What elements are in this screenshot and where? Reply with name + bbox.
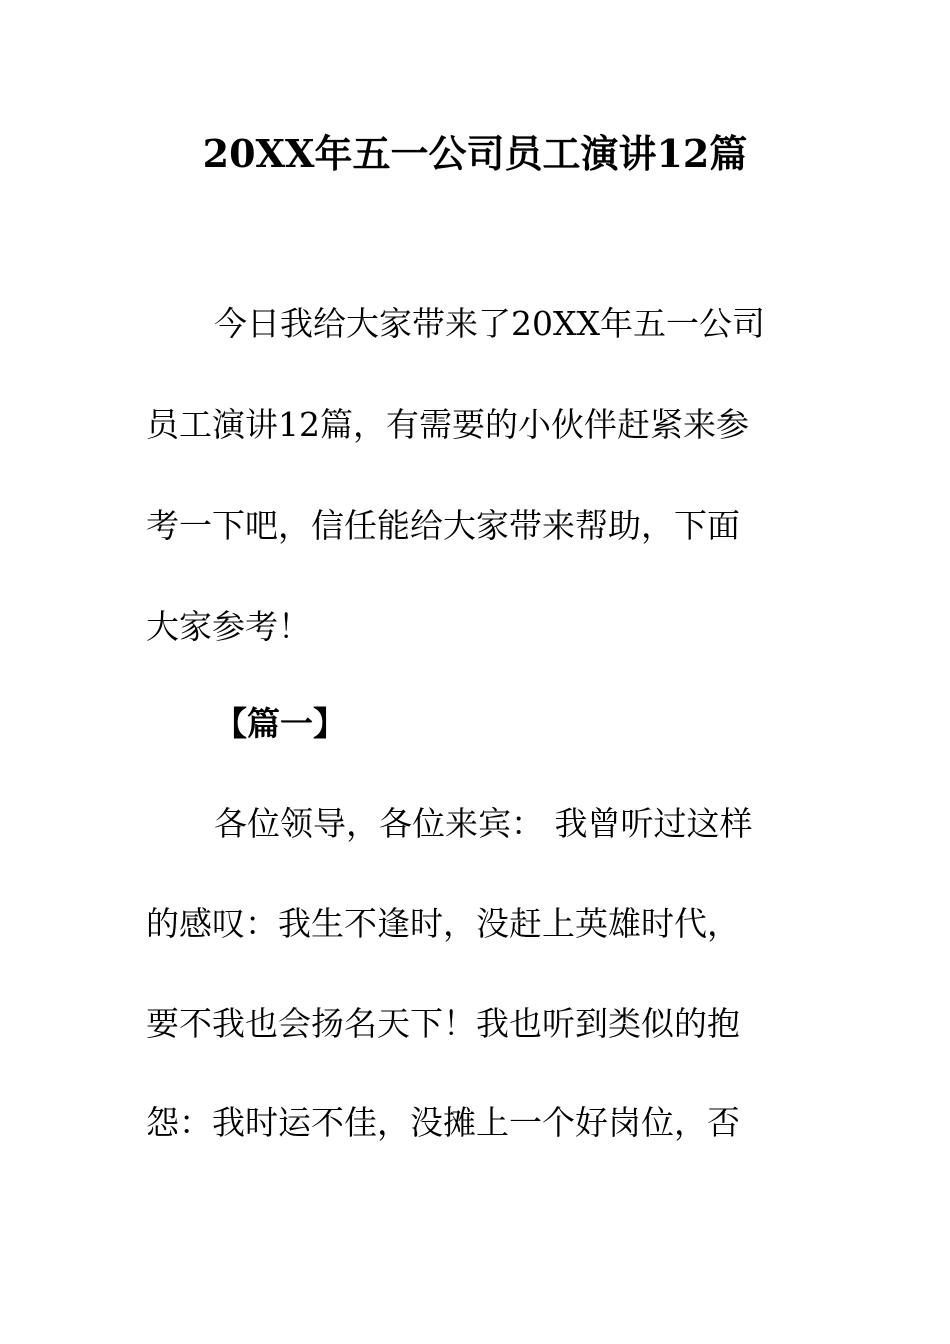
paragraph-line: 今日我给大家带来了20XX年五一公司 — [214, 304, 765, 343]
paragraph-line: 要不我也会扬名天下！我也听到类似的抱 — [146, 1004, 740, 1043]
section-heading: 【篇一】 — [214, 704, 346, 743]
document-title: 20XX年五一公司员工演讲12篇 — [202, 131, 748, 176]
paragraph-line: 员工演讲12篇，有需要的小伙伴赶紧来参 — [146, 405, 749, 444]
paragraph-line: 大家参考！ — [146, 607, 311, 646]
paragraph-line: 考一下吧，信任能给大家带来帮助，下面 — [146, 506, 740, 545]
paragraph-line: 的感叹：我生不逢时，没赶上英雄时代， — [146, 904, 740, 943]
paragraph-line: 各位领导，各位来宾： 我曾听过这样 — [214, 804, 753, 843]
paragraph-line: 怨：我时运不佳，没摊上一个好岗位，否 — [146, 1103, 740, 1142]
